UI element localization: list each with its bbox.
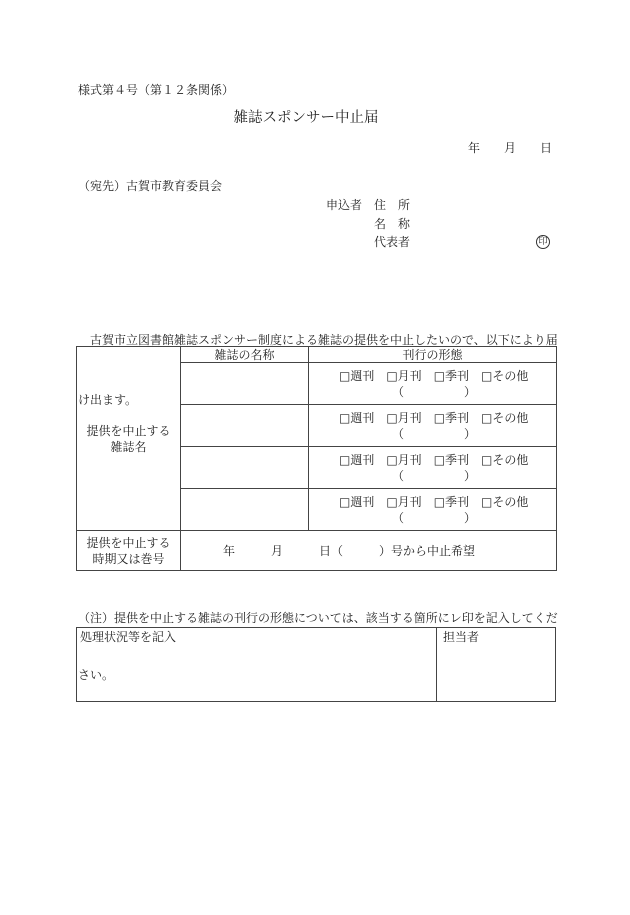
- form-title: 雑誌スポンサー中止届: [233, 110, 379, 126]
- checkbox-other: □その他: [481, 453, 529, 467]
- publication-form-cell: [309, 489, 557, 531]
- addressee: （宛先）古賀市教育委員会: [78, 179, 223, 193]
- other-specify-field: （ ）: [392, 427, 477, 441]
- magazine-name-cell: [181, 447, 309, 489]
- note-line: さい。: [78, 668, 115, 682]
- period-value: 年 月 日（ ）号から中止希望: [181, 531, 557, 571]
- checkbox-monthly: □月刊: [386, 495, 422, 509]
- checkbox-monthly: □月刊: [386, 411, 422, 425]
- publication-form-cell: [309, 405, 557, 447]
- checkbox-quarterly: □季刊: [433, 369, 470, 383]
- date-month-label: 月: [504, 141, 517, 155]
- other-specify-field: （ ）: [392, 385, 477, 399]
- date-day-label: 日: [540, 141, 553, 155]
- checkbox-weekly: □週刊: [339, 495, 375, 509]
- checkbox-quarterly: □季刊: [433, 411, 470, 425]
- address-label: 住 所: [374, 198, 411, 212]
- magazine-name-cell: [181, 489, 309, 531]
- checkbox-quarterly: □季刊: [433, 495, 470, 509]
- row-header-line: 提供を中止する: [86, 423, 171, 438]
- name-label: 名 称: [374, 217, 411, 231]
- options-line: [309, 447, 556, 468]
- note-line: （注）提供を中止する雑誌の刊行の形態については、該当する箇所にレ印を記入してくだ: [78, 611, 558, 625]
- checkbox-other: □その他: [481, 495, 529, 509]
- other-specify-field: （ ）: [392, 511, 477, 525]
- options-line: [309, 405, 556, 426]
- table-header-row: [77, 347, 557, 363]
- checkbox-weekly: □週刊: [339, 453, 375, 467]
- checkbox-monthly: □月刊: [386, 453, 422, 467]
- column-header-form: 刊行の形態: [309, 347, 557, 363]
- date-year-label: 年: [468, 141, 481, 155]
- applicant-label: 申込者: [326, 198, 363, 212]
- column-header-name: 雑誌の名称: [181, 347, 309, 363]
- checkbox-weekly: □週刊: [339, 411, 375, 425]
- period-row-header: [77, 531, 181, 571]
- checkbox-monthly: □月刊: [386, 369, 422, 383]
- magazine-table: [76, 346, 557, 571]
- publication-form-cell: [309, 447, 557, 489]
- magazine-name-cell: [181, 363, 309, 405]
- checkbox-other: □その他: [481, 369, 529, 383]
- body-line: け出ます。: [78, 393, 138, 407]
- staff-label: 担当者: [443, 630, 480, 644]
- checkbox-other: □その他: [481, 411, 529, 425]
- checkbox-quarterly: □季刊: [433, 453, 470, 467]
- row-header-line: 雑誌名: [110, 439, 147, 454]
- other-specify-field: （ ）: [392, 469, 477, 483]
- options-line: [309, 489, 556, 510]
- publication-form-cell: [309, 363, 557, 405]
- seal-icon: 印: [536, 235, 550, 249]
- processing-box: [76, 627, 556, 702]
- body-line: 古賀市立図書館雑誌スポンサー制度による雑誌の提供を中止したいので、以下により届: [78, 333, 558, 347]
- period-row: [77, 531, 557, 571]
- form-number: 様式第４号（第１２条関係）: [78, 83, 235, 97]
- period-header-line: 提供を中止する: [86, 535, 171, 550]
- processing-status-label: 処理状況等を記入: [77, 628, 437, 701]
- representative-label: 代表者: [374, 235, 411, 249]
- magazine-name-cell: [181, 405, 309, 447]
- checkbox-weekly: □週刊: [339, 369, 375, 383]
- magazine-row-header: [77, 347, 181, 531]
- period-header-line: 時期又は巻号: [92, 551, 165, 566]
- options-line: [309, 363, 556, 384]
